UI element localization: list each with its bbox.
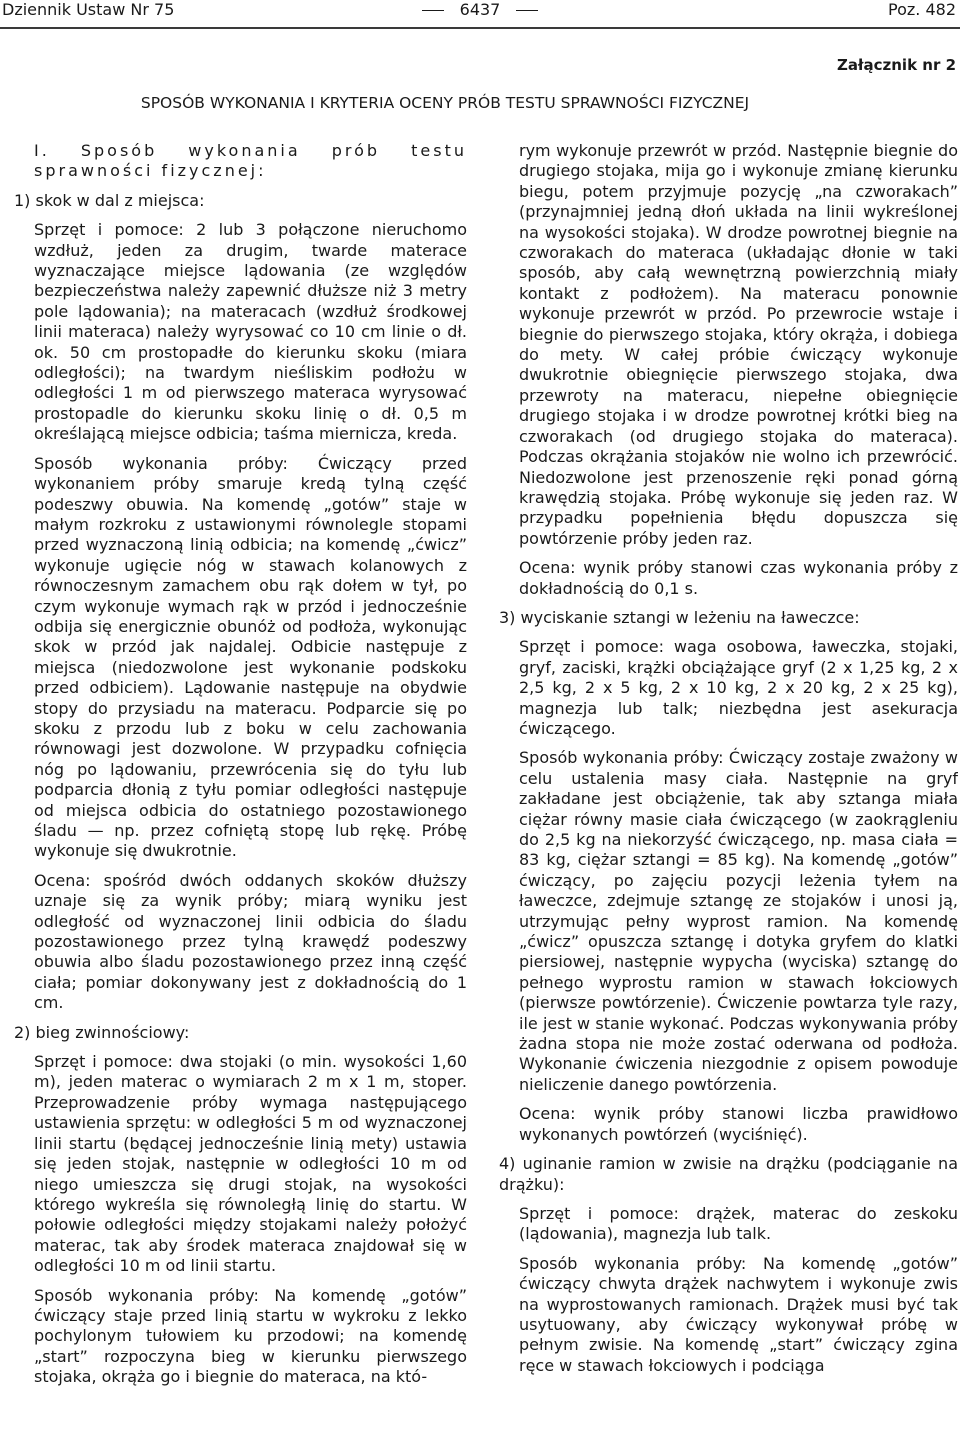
dash-left [422, 10, 444, 11]
document-title-wrap [0, 94, 960, 112]
item1-score: Ocena: spośród dwóch oddanych skoków dłuższy uznaje się za wynik próby; miarą wyniku jest odległość od wyznaczonej linii odbicia do śladu pozostawionego przez tylną krawędź podeszwy obuwia albo śladu pozostawionego przez inną część ciała; pomiar dokonywany jest z dokładnością do 1 cm. [34, 870, 467, 1013]
left-column [14, 141, 467, 1447]
item4-equipment: Sprzęt i pomoce: drążek, materac do zeskoku (lądowania), magnezja lub talk. [519, 1203, 958, 1244]
position-number: Poz. 482 [888, 0, 956, 19]
item1-heading: 1) skok w dal z miejsca: [14, 190, 205, 210]
item4-method: Sposób wykonania próby: Na komendę „gotów” ćwiczący chwyta drążek nachwytem i wykonuje zwis na wyprostowanych ramionach. Drążek musi być tak usytuowany, aby ćwiczący wykonywał próbę w pełnym zwisie. Na komendę „start” ćwiczący zgina ręce w stawach łokciowych i podciąga [519, 1253, 958, 1375]
page-number: 6437 [459, 0, 501, 19]
item3-method: Sposób wykonania próby: Ćwiczący zostaje zważony w celu ustalenia masy ciała. Następnie na gryf zakładane jest obciążenie, tak aby sztanga miała ciężar równy masie ciała ćwiczącego (w zaokrągleniu do 2,5 kg na niekorzyść ćwiczącego, np. masa ciała = 83 kg, ciężar sztangi = 85 kg). Na komendę „gotów” ćwiczący, po zajęciu pozycji leżenia tyłem na ławeczce, zdejmuje sztangę ze stojaków i unosi ją, utrzymując pełny wyprost ramion. Na komendę „ćwicz” opuszcza sztangę i dotyka gryfem do klatki piersiowej, następnie wypycha (wyciska) sztangę do pełnego wyprostu ramion w stawach łokciowych (pierwsze powtórzenie). Ćwiczenie powtarza tyle razy, ile jest w stanie wykonać. Podczas wykonywania próby żadna stopa nie może zostać oderwana od podłoża. Wykonanie ćwiczenia niezgodnie z opisem powoduje nieliczenie danego powtórzenia. [519, 748, 958, 1094]
page-number-wrap [0, 1, 960, 19]
item2-heading: 2) bieg zwinnościowy: [14, 1022, 190, 1042]
document-title: SPOSÓB WYKONANIA I KRYTERIA OCENY PRÓB TESTU SPRAWNOŚCI FIZYCZNEJ [140, 94, 750, 112]
item3-heading: 3) wyciskanie sztangi w leżeniu na ławeczce: [499, 607, 860, 627]
header-rule [0, 27, 960, 29]
item3-score: Ocena: wynik próby stanowi liczba prawidłowo wykonanych powtórzeń (wyciśnięć). [519, 1104, 958, 1144]
item2-method-cont: rym wykonuje przewrót w przód. Następnie biegnie do drugiego stojaka, mija go i wykonuje zmianę kierunku biegu, potem przyjmuje pozycję „na czworakach” (przynajmniej jedną dłoń układa na linii wykreślonej na wysokości stojaka). W drodze powrotnej biegnie na czworakach do materaca (układając dłonie w taki sposób, aby całą wewnętrzną powierzchnią miały kontakt z podłożem). Na materacu ponownie wykonuje przewrót w przód. Po przewrocie wstaje i biegnie do pierwszego stojaka, który okrąża, i dobiega do mety. W całej próbie ćwiczący wykonuje dwukrotnie obiegnięcie pierwszego stojaka, dwa przewroty na materacu, niepełne obiegnięcie drugiego stojaka i w drodze powrotnej krótki bieg na czworakach (od drugiego stojaka do materaca). Podczas okrążania stojaków nie wolno ich przewrócić. Niedozwolone jest przenoszenie ręki ponad górną krawędzią stojaka. Próbę wykonuje się jeden raz. W przypadku popełnienia błędu dopuszcza się powtórzenie próby jeden raz. [519, 141, 958, 548]
item1-method: Sposób wykonania próby: Ćwiczący przed wykonaniem próby smaruje kredą tylną część podeszwy obuwia. Na komendę „gotów” staje w małym rozkroku z ustawionymi równolegle stopami przed wyznaczoną linią odbicia; na komendę „ćwicz” wykonuje ugięcie nóg w stawach kolanowych z równoczesnym zamachem obu rąk dołem w tył, po czym wykonuje wymach rąk w przód i jednocześnie odbija się energicznie obunóż od podłoża, wykonując skok w przód jak najdalej. Odbicie następuje z miejsca (niedozwolone jest wykonanie podskoku przed odbiciem). Lądowanie następuje na obydwie stopy do przysiadu na materacu. Podparcie się po skoku z przodu lub z boku w celu zachowania równowagi jest dozwolone. W przypadku cofnięcia nóg po lądowaniu, przewrócenia się do tyłu lub podparcia dłonią z tyłu pomiar odległości następuje od miejsca odbicia do ostatniego pozostawionego śladu — np. przez cofniętą stopę lub rękę. Próbę wykonuje się dwukrotnie. [34, 453, 467, 861]
page-header [0, 0, 960, 30]
right-column [499, 141, 958, 1447]
item3-equipment: Sprzęt i pomoce: waga osobowa, ławeczka, stojaki, gryf, zaciski, krążki obciążające gryf (2 x 1,25 kg, 2 x 2,5 kg, 2 x 5 kg, 2 x 10 kg, 2 x 20 kg, 2 x 25 kg), magnezja lub talk; niezbędna jest asekuracja ćwiczącego. [519, 637, 958, 738]
journal-name: Dziennik Ustaw Nr 75 [2, 0, 175, 19]
item2-method: Sposób wykonania próby: Na komendę „gotów” ćwiczący staje przed linią startu w wykroku z lekko pochylonym tułowiem ku przodowi; na komendę „start” rozpoczyna bieg w kierunku pierwszego stojaka, okrąża go i biegnie do materaca, na któ- [34, 1285, 467, 1387]
item1-equipment: Sprzęt i pomoce: 2 lub 3 połączone nieruchomo wzdłuż, jeden za drugim, twarde materace wyznaczające miejsce lądowania (ze względów bezpieczeństwa należy zapewnić dłuższe niż 3 metry pole lądowania); na materacach (wzdłuż środkowej linii materaca) należy wyrysować co 10 cm linie o dł. ok. 50 cm prostopadłe do kierunku skoku (miara odległości); na twardym nieśliskim podłożu w odległości 1 m od pierwszego materaca wyrysować prostopadle do kierunku skoku linię o dł. 0,5 m określającą miejsce odbicia; taśma miernicza, kreda. [34, 220, 467, 444]
dash-right [516, 10, 538, 11]
item2-score: Ocena: wynik próby stanowi czas wykonania próby z dokładnością do 0,1 s. [519, 558, 958, 598]
item4-heading: 4) uginanie ramion w zwisie na drążku (podciąganie na drążku): [499, 1154, 958, 1194]
section-heading: I. Sposób wykonania prób testu sprawności fizycznej: [34, 141, 467, 181]
annex-label: Załącznik nr 2 [836, 56, 956, 74]
item2-equipment: Sprzęt i pomoce: dwa stojaki (o min. wysokości 1,60 m), jeden materac o wymiarach 2 m x 1 m, stoper. Przeprowadzenie próby wymaga następującego ustawienia sprzętu: w odległości 5 m od wyznaczonej linii startu (będącej jednocześnie linią mety) ustawia się jeden stojak, następnie w odległości 10 m od niego umieszcza się drugi stojak, na wysokości którego wykreśla się równoległą linię do startu. W połowie odległości między stojakami należy położyć materac, tak aby środek materaca znajdował się w odległości 10 m od linii startu. [34, 1052, 467, 1276]
